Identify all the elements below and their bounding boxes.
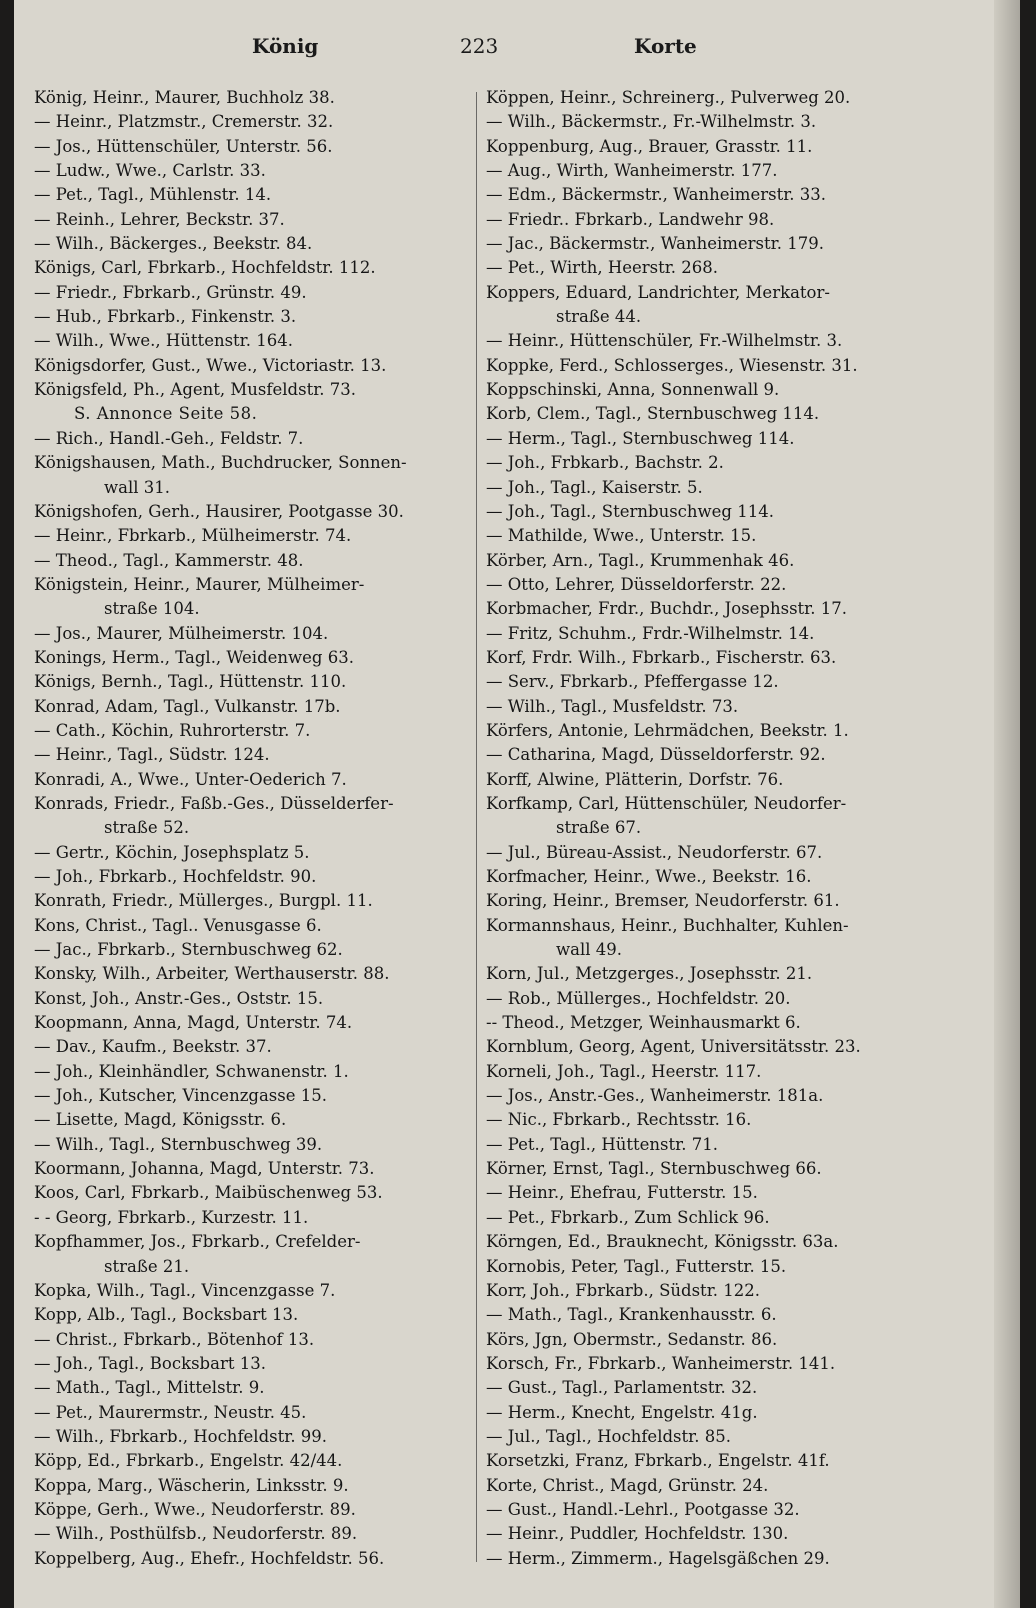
directory-entry: Koppa, Marg., Wäscherin, Linksstr. 9. [34, 1475, 349, 1495]
directory-entry: Koppke, Ferd., Schlosserges., Wiesenstr. 31. [486, 355, 858, 375]
directory-entry: Korf, Frdr. Wilh., Fbrkarb., Fischerstr. 63. [486, 647, 837, 667]
directory-entry: — Joh., Kutscher, Vincenzgasse 15. [34, 1086, 327, 1106]
directory-entry: — Heinr., Fbrkarb., Mülheimerstr. 74. [34, 526, 352, 546]
directory-entry: Körs, Jgn, Obermstr., Sedanstr. 86. [486, 1329, 778, 1349]
directory-entry: Konrad, Adam, Tagl., Vulkanstr. 17b. [34, 696, 341, 716]
right-column [486, 86, 986, 1571]
directory-entry: straße 21. [104, 1256, 190, 1276]
directory-entry: Konradi, A., Wwe., Unter-Oederich 7. [34, 769, 347, 789]
directory-entry: — Gust., Handl.-Lehrl., Pootgasse 32. [486, 1499, 800, 1519]
directory-entry: Kornobis, Peter, Tagl., Futterstr. 15. [486, 1256, 787, 1276]
directory-entry: — Wilh., Fbrkarb., Hochfeldstr. 99. [34, 1426, 328, 1446]
directory-entry: Korte, Christ., Magd, Grünstr. 24. [486, 1475, 769, 1495]
directory-entry: Kopp, Alb., Tagl., Bocksbart 13. [34, 1305, 299, 1325]
directory-entry: — Dav., Kaufm., Beekstr. 37. [34, 1037, 272, 1057]
directory-entry: Körfers, Antonie, Lehrmädchen, Beekstr. 1. [486, 720, 849, 740]
header-first-name: König [252, 34, 319, 58]
directory-entry: — Friedr.. Fbrkarb., Landwehr 98. [486, 209, 775, 229]
directory-entry: Koring, Heinr., Bremser, Neudorferstr. 61. [486, 891, 840, 911]
directory-entry: wall 49. [556, 940, 622, 960]
directory-entry: Körngen, Ed., Brauknecht, Königsstr. 63a. [486, 1232, 839, 1252]
directory-entry: — Heinr., Puddler, Hochfeldstr. 130. [486, 1524, 789, 1544]
directory-entry: straße 67. [556, 818, 642, 838]
directory-entry: — Aug., Wirth, Wanheimerstr. 177. [486, 161, 778, 181]
directory-entry: — Jac., Bäckermstr., Wanheimerstr. 179. [486, 234, 824, 254]
directory-entry: — Math., Tagl., Mittelstr. 9. [34, 1378, 265, 1398]
directory-entry: Konings, Herm., Tagl., Weidenweg 63. [34, 647, 354, 667]
directory-entry: — Herm., Knecht, Engelstr. 41g. [486, 1402, 758, 1422]
directory-entry: Koormann, Johanna, Magd, Unterstr. 73. [34, 1159, 375, 1179]
column-divider [476, 92, 477, 1562]
directory-entry: straße 104. [104, 599, 200, 619]
directory-entry: straße 44. [556, 307, 642, 327]
directory-entry: — Rich., Handl.-Geh., Feldstr. 7. [34, 428, 304, 448]
directory-entry: — Wilh., Posthülfsb., Neudorferstr. 89. [34, 1524, 358, 1544]
directory-entry: Königs, Bernh., Tagl., Hüttenstr. 110. [34, 672, 347, 692]
directory-entry: — Herm., Tagl., Sternbuschweg 114. [486, 428, 795, 448]
directory-entry: Koppschinski, Anna, Sonnenwall 9. [486, 380, 780, 400]
directory-entry: - - Georg, Fbrkarb., Kurzestr. 11. [34, 1207, 309, 1227]
directory-entry: — Christ., Fbrkarb., Bötenhof 13. [34, 1329, 315, 1349]
directory-entry: Konrath, Friedr., Müllerges., Burgpl. 11. [34, 891, 373, 911]
directory-entry: Korbmacher, Frdr., Buchdr., Josephsstr. 17. [486, 599, 847, 619]
directory-entry: Kopka, Wilh., Tagl., Vincenzgasse 7. [34, 1280, 336, 1300]
directory-entry: Korsch, Fr., Fbrkarb., Wanheimerstr. 141. [486, 1353, 836, 1373]
directory-entry: Kopfhammer, Jos., Fbrkarb., Crefelder- [34, 1232, 361, 1252]
directory-entry: — Mathilde, Wwe., Unterstr. 15. [486, 526, 757, 546]
directory-entry: Körber, Arn., Tagl., Krummenhak 46. [486, 550, 795, 570]
directory-entry: — Joh., Kleinhändler, Schwanenstr. 1. [34, 1061, 349, 1081]
directory-entry: Korff, Alwine, Plätterin, Dorfstr. 76. [486, 769, 784, 789]
directory-entry: Konsky, Wilh., Arbeiter, Werthauserstr. 88. [34, 964, 390, 984]
directory-page [14, 0, 1020, 1608]
directory-entry: — Edm., Bäckermstr., Wanheimerstr. 33. [486, 185, 826, 205]
directory-entry: — Nic., Fbrkarb., Rechtsstr. 16. [486, 1110, 752, 1130]
directory-entry: — Cath., Köchin, Ruhrorterstr. 7. [34, 720, 311, 740]
directory-entry: Korfkamp, Carl, Hüttenschüler, Neudorfer- [486, 793, 847, 813]
directory-entry: — Heinr., Ehefrau, Futterstr. 15. [486, 1183, 758, 1203]
directory-entry: — Jac., Fbrkarb., Sternbuschweg 62. [34, 940, 343, 960]
directory-entry: Kons, Christ., Tagl.. Venusgasse 6. [34, 915, 322, 935]
directory-entry: -- Theod., Metzger, Weinhausmarkt 6. [486, 1013, 801, 1033]
directory-entry: Korb, Clem., Tagl., Sternbuschweg 114. [486, 404, 820, 424]
directory-entry: — Wilh., Bäckermstr., Fr.-Wilhelmstr. 3. [486, 112, 817, 132]
directory-entry: — Wilh., Tagl., Musfeldstr. 73. [486, 696, 739, 716]
directory-entry: Korfmacher, Heinr., Wwe., Beekstr. 16. [486, 867, 812, 886]
directory-entry: S. Annonce Seite 58. [74, 404, 258, 424]
directory-entry: — Pet., Tagl., Hüttenstr. 71. [486, 1134, 718, 1154]
directory-entry: — Gertr., Köchin, Josephsplatz 5. [34, 842, 310, 862]
directory-entry: — Serv., Fbrkarb., Pfeffergasse 12. [486, 672, 779, 692]
directory-entry: straße 52. [104, 818, 190, 838]
directory-entry: Koppers, Eduard, Landrichter, Merkator- [486, 282, 830, 302]
directory-entry: wall 31. [104, 477, 170, 497]
directory-entry: — Catharina, Magd, Düsseldorferstr. 92. [486, 745, 826, 765]
directory-entry: Koopmann, Anna, Magd, Unterstr. 74. [34, 1013, 353, 1033]
directory-entry: — Jul., Büreau-Assist., Neudorferstr. 67. [486, 842, 823, 862]
directory-entry: — Joh., Fbrkarb., Hochfeldstr. 90. [34, 867, 317, 886]
directory-entry: — Pet., Wirth, Heerstr. 268. [486, 258, 719, 278]
directory-entry: Königsdorfer, Gust., Wwe., Victoriastr. 13. [34, 355, 387, 375]
directory-entry: — Jos., Hüttenschüler, Unterstr. 56. [34, 136, 333, 156]
directory-entry: Köpp, Ed., Fbrkarb., Engelstr. 42/44. [34, 1451, 343, 1471]
directory-entry: — Reinh., Lehrer, Beckstr. 37. [34, 209, 285, 229]
header-last-name: Korte [634, 34, 697, 58]
directory-entry: — Ludw., Wwe., Carlstr. 33. [34, 161, 266, 181]
directory-entry: — Pet., Tagl., Mühlenstr. 14. [34, 185, 272, 205]
directory-entry: — Pet., Maurermstr., Neustr. 45. [34, 1402, 307, 1422]
directory-entry: — Heinr., Platzmstr., Cremerstr. 32. [34, 112, 334, 132]
running-header [14, 34, 1020, 68]
directory-entry: Königsfeld, Ph., Agent, Musfeldstr. 73. [34, 380, 357, 400]
directory-entry: — Pet., Fbrkarb., Zum Schlick 96. [486, 1207, 770, 1227]
directory-entry: — Friedr., Fbrkarb., Grünstr. 49. [34, 282, 307, 302]
directory-entry: Königshausen, Math., Buchdrucker, Sonnen- [34, 453, 407, 473]
directory-entry: — Jos., Anstr.-Ges., Wanheimerstr. 181a. [486, 1086, 824, 1106]
left-column [34, 86, 474, 1571]
directory-entry: Korr, Joh., Fbrkarb., Südstr. 122. [486, 1280, 760, 1300]
directory-entry: Konst, Joh., Anstr.-Ges., Oststr. 15. [34, 988, 324, 1008]
directory-entry: — Herm., Zimmerm., Hagelsgäßchen 29. [486, 1548, 830, 1568]
directory-entry: Koos, Carl, Fbrkarb., Maibüschenweg 53. [34, 1183, 383, 1203]
directory-entry: — Joh., Tagl., Kaiserstr. 5. [486, 477, 703, 497]
directory-entry: — Wilh., Tagl., Sternbuschweg 39. [34, 1134, 323, 1154]
directory-entry: — Math., Tagl., Krankenhausstr. 6. [486, 1305, 777, 1325]
directory-entry: Kornblum, Georg, Agent, Universitätsstr. 23. [486, 1037, 861, 1057]
directory-entry: Körner, Ernst, Tagl., Sternbuschweg 66. [486, 1159, 822, 1179]
directory-entry: — Joh., Frbkarb., Bachstr. 2. [486, 453, 724, 473]
directory-entry: Königs, Carl, Fbrkarb., Hochfeldstr. 112. [34, 258, 376, 278]
directory-entry: Korn, Jul., Metzgerges., Josephsstr. 21. [486, 964, 813, 984]
directory-entry: — Rob., Müllerges., Hochfeldstr. 20. [486, 988, 791, 1008]
directory-entry: — Hub., Fbrkarb., Finkenstr. 3. [34, 307, 297, 327]
directory-entry: Königshofen, Gerh., Hausirer, Pootgasse 30. [34, 501, 404, 521]
directory-entry: — Heinr., Hüttenschüler, Fr.-Wilhelmstr. 3. [486, 331, 843, 351]
directory-entry: — Heinr., Tagl., Südstr. 124. [34, 745, 270, 765]
directory-entry: — Joh., Tagl., Bocksbart 13. [34, 1353, 266, 1373]
directory-entry: — Fritz, Schuhm., Frdr.-Wilhelmstr. 14. [486, 623, 815, 643]
directory-entry: — Wilh., Bäckerges., Beekstr. 84. [34, 234, 313, 254]
directory-entry: Köppen, Heinr., Schreinerg., Pulverweg 20. [486, 88, 851, 107]
directory-entry: — Wilh., Wwe., Hüttenstr. 164. [34, 331, 293, 351]
directory-entry: Koppelberg, Aug., Ehefr., Hochfeldstr. 56. [34, 1548, 385, 1568]
directory-entry: — Gust., Tagl., Parlamentstr. 32. [486, 1378, 758, 1398]
directory-entry: Korneli, Joh., Tagl., Heerstr. 117. [486, 1061, 762, 1081]
directory-entry: — Theod., Tagl., Kammerstr. 48. [34, 550, 304, 570]
directory-entry: — Jos., Maurer, Mülheimerstr. 104. [34, 623, 329, 643]
directory-entry: Korsetzki, Franz, Fbrkarb., Engelstr. 41f. [486, 1451, 830, 1471]
directory-entry: Konrads, Friedr., Faßb.-Ges., Düsselderfer- [34, 793, 394, 813]
page-number: 223 [460, 34, 499, 58]
directory-entry: Köppe, Gerh., Wwe., Neudorferstr. 89. [34, 1499, 356, 1519]
directory-entry: König, Heinr., Maurer, Buchholz 38. [34, 88, 335, 107]
directory-entry: — Lisette, Magd, Königsstr. 6. [34, 1110, 287, 1130]
directory-entry: — Joh., Tagl., Sternbuschweg 114. [486, 501, 774, 521]
directory-entry: — Jul., Tagl., Hochfeldstr. 85. [486, 1426, 731, 1446]
directory-entry: Königstein, Heinr., Maurer, Mülheimer- [34, 574, 365, 594]
directory-entry: Koppenburg, Aug., Brauer, Grasstr. 11. [486, 136, 813, 156]
page-edge-shadow [994, 0, 1020, 1608]
directory-entry: — Otto, Lehrer, Düsseldorferstr. 22. [486, 574, 787, 594]
directory-entry: Kormannshaus, Heinr., Buchhalter, Kuhlen- [486, 915, 849, 935]
